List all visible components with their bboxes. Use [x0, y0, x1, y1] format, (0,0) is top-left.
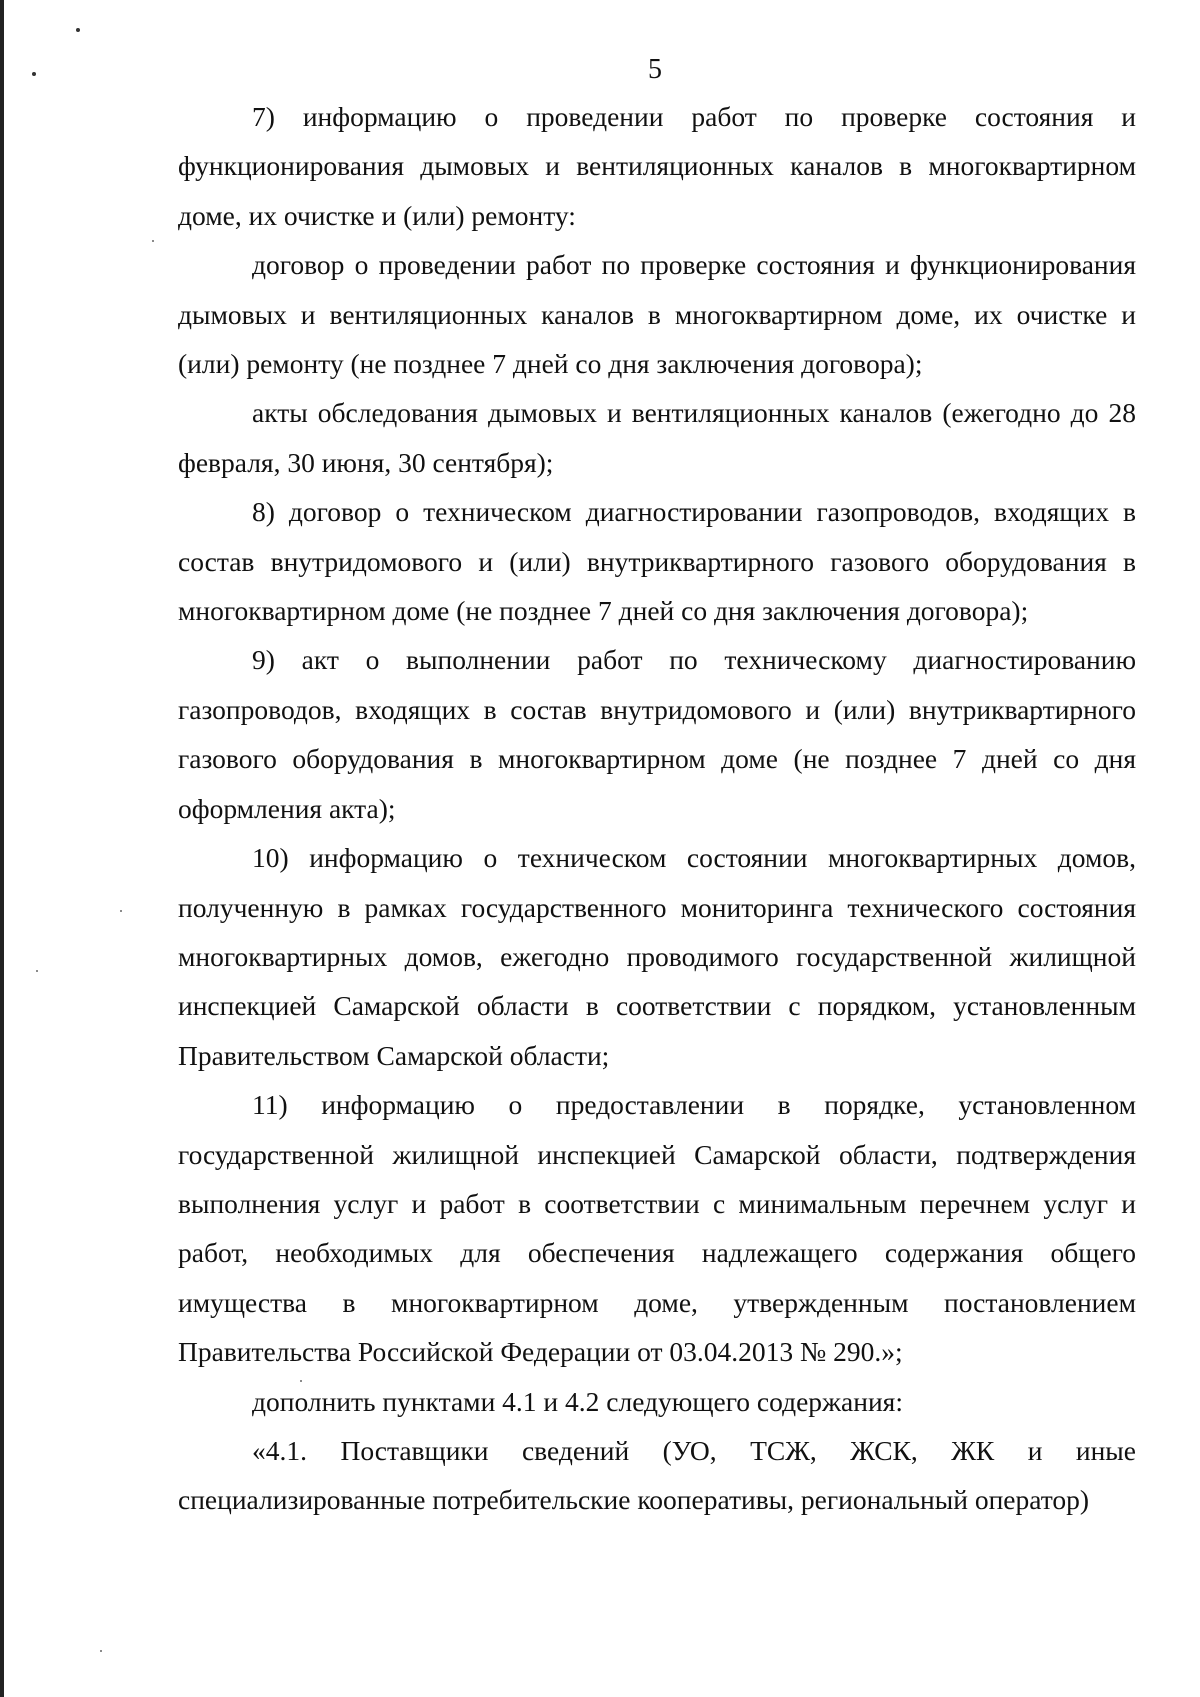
paragraph-contract-channels: договор о проведении работ по проверке состояния и функционирования дымовых и вентиляционных каналов в многоквартирном доме, их очистке и (или) ремонту (не позднее 7 дней со дня заключения договора); — [178, 249, 1136, 380]
scan-speck — [120, 910, 122, 912]
paragraph-item-10: 10) информацию о техническом состоянии многоквартирных домов, полученную в рамках государственного мониторинга технического состояния многоквартирных домов, ежегодно проводимого государственной жилищной инспекцией Самарской области в соответствии с порядком, установленным Правительством Самарской области; — [178, 842, 1136, 1071]
scan-speck — [36, 970, 38, 972]
paragraph-item-11: 11) информацию о предоставлении в порядке, установленном государственной жилищной инспекцией Самарской области, подтверждения выполнения услуг и работ в соответствии с минимальным перечнем услуг и работ, необходимых для обеспечения надлежащего содержания общего имущества в многоквартирном доме, утвержденным постановлением Правительства Российской Федерации от 03.04.2013 № 290.»; — [178, 1089, 1136, 1368]
scan-speck — [300, 1380, 302, 1382]
page-edge-border — [0, 0, 4, 1697]
scan-speck — [32, 72, 36, 76]
paragraph-item-7: 7) информацию о проведении работ по проверке состояния и функционирования дымовых и вентиляционных каналов в многоквартирном доме, их очистке и (или) ремонту: — [178, 101, 1136, 231]
paragraph-point-4-1: «4.1. Поставщики сведений (УО, ТСЖ, ЖСК, ЖК и иные специализированные потребительские кооперативы, региональный оператор) — [178, 1434, 1136, 1516]
scan-speck — [152, 240, 154, 242]
paragraph-item-9: 9) акт о выполнении работ по техническому диагностированию газопроводов, входящих в состав внутридомового и (или) внутриквартирного газового оборудования в многоквартирном доме (не позднее 7 дней со дня оформления акта); — [178, 644, 1136, 824]
page-number: 5 — [648, 54, 662, 85]
paragraph-supplement-points: дополнить пунктами 4.1 и 4.2 следующего содержания: — [252, 1385, 903, 1417]
scan-speck — [100, 1650, 102, 1652]
document-body — [178, 92, 1136, 1525]
paragraph-inspection-acts: акты обследования дымовых и вентиляционных каналов (ежегодно до 28 февраля, 30 июня, 30 сентября); — [178, 397, 1136, 478]
scan-speck — [76, 28, 80, 32]
paragraph-item-8: 8) договор о техническом диагностировании газопроводов, входящих в состав внутридомового и (или) внутриквартирного газового оборудования в многоквартирном доме (не позднее 7 дней со дня заключения договора); — [178, 496, 1136, 627]
